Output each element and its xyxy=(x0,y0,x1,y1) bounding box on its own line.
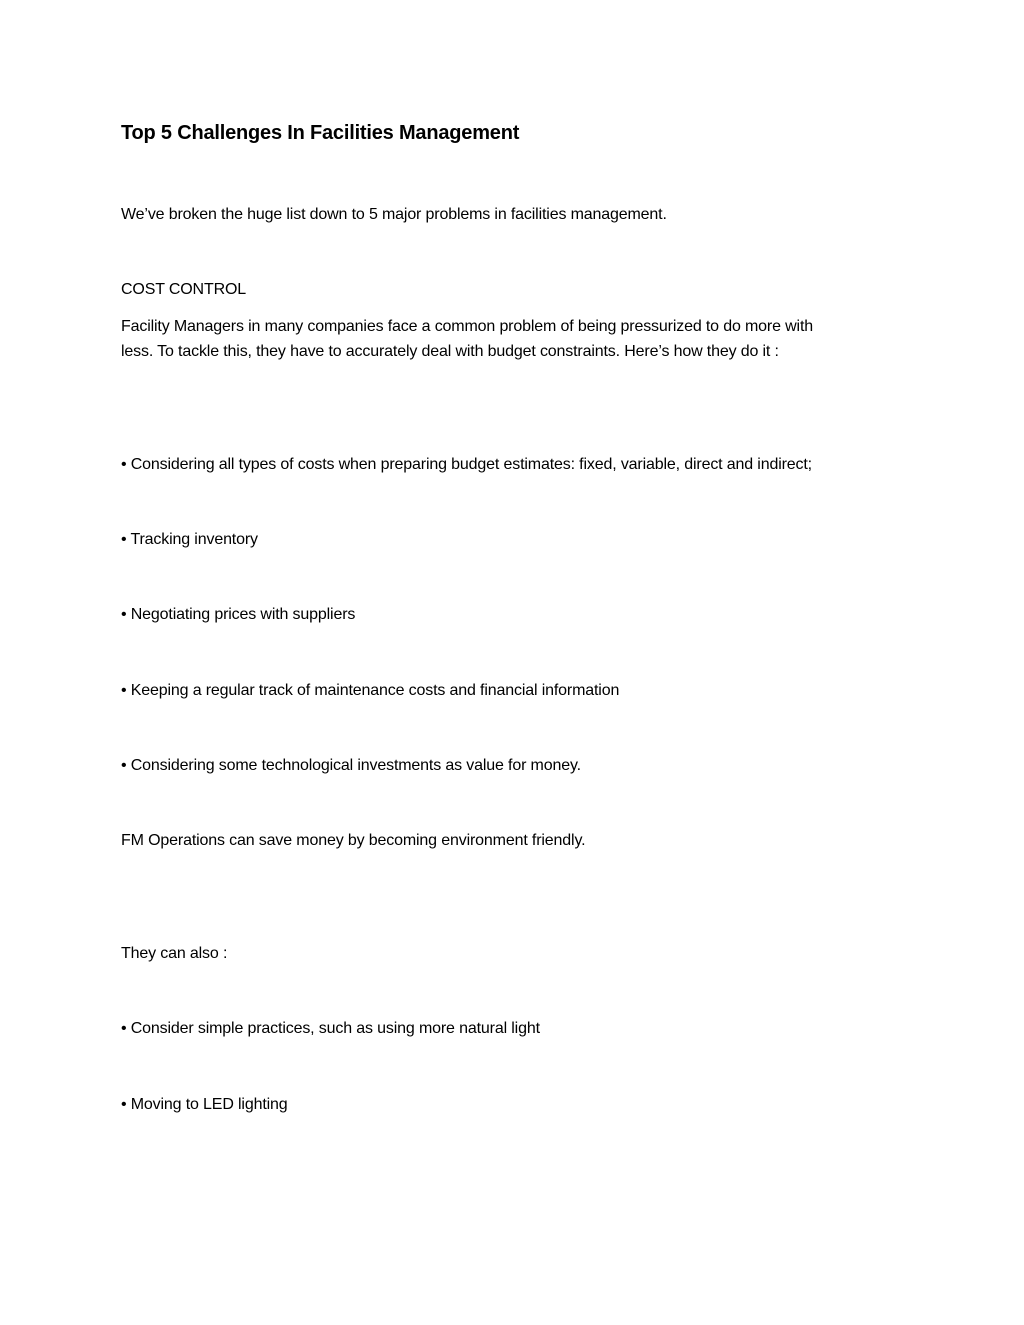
paragraph-line-2: less. To tackle this, they have to accurately deal with budget constraints. Here’s how they do it : xyxy=(121,343,779,360)
list-item: • Moving to LED lighting xyxy=(121,1096,288,1113)
list-item: • Considering all types of costs when preparing budget estimates: fixed, variable, direct and indirect; xyxy=(121,456,812,473)
list-item: • Negotiating prices with suppliers xyxy=(121,606,356,623)
list-item: • Tracking inventory xyxy=(121,531,258,548)
list-item: • Considering some technological investments as value for money. xyxy=(121,757,581,774)
page-title: Top 5 Challenges In Facilities Management xyxy=(121,122,520,144)
also-heading: They can also : xyxy=(121,945,228,962)
environment-note: FM Operations can save money by becoming environment friendly. xyxy=(121,832,586,849)
intro-text: We’ve broken the huge list down to 5 major problems in facilities management. xyxy=(121,206,667,223)
list-item: • Consider simple practices, such as using more natural light xyxy=(121,1020,540,1037)
section-heading-cost-control: COST CONTROL xyxy=(121,281,247,298)
paragraph-line-1: Facility Managers in many companies face a common problem of being pressurized to do more with xyxy=(121,318,814,335)
list-item: • Keeping a regular track of maintenance costs and financial information xyxy=(121,682,620,699)
